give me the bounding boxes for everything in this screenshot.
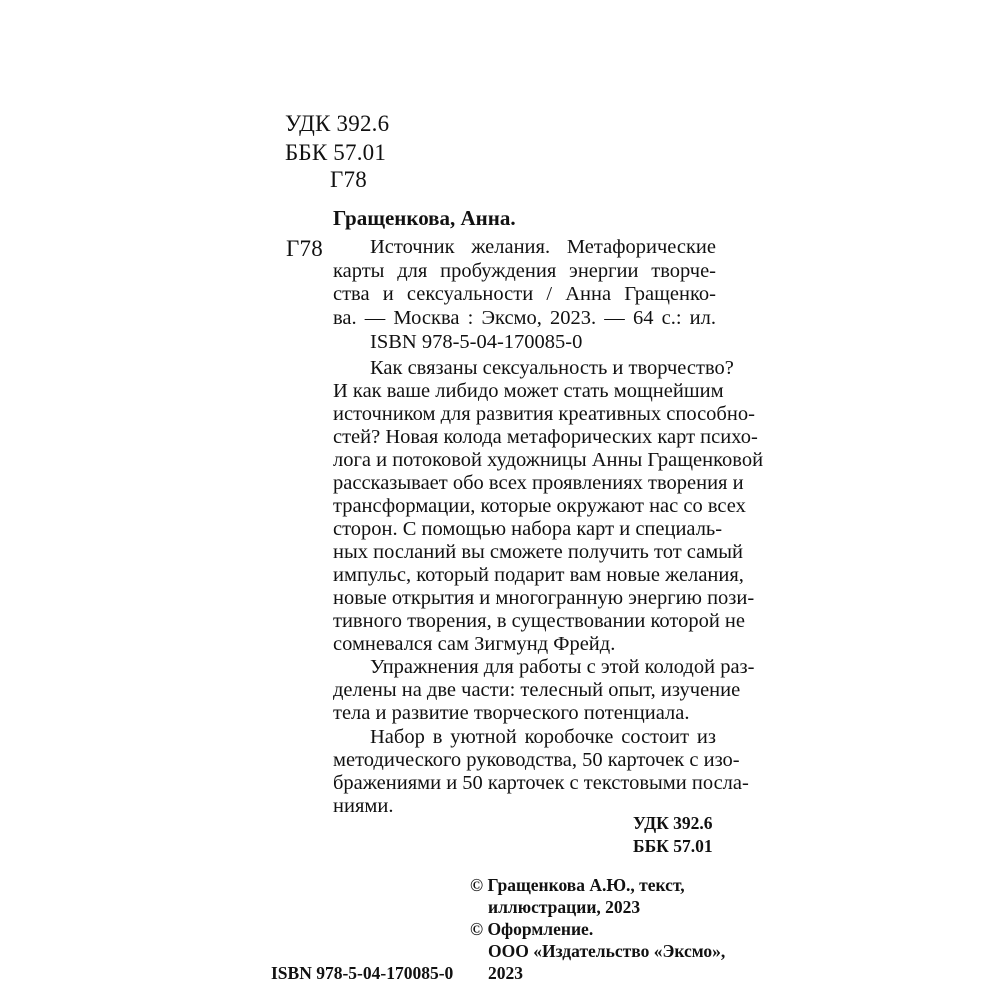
bbk-code: ББК 57.01 <box>285 140 387 165</box>
annotation-p1-line-1: Как связаны сексуальность и творчество? <box>370 357 734 379</box>
description-line-1: Источник желания. Метафорические <box>370 236 716 258</box>
copyright-line-3: © Оформление. <box>470 919 594 939</box>
annotation-p1-line-10: импульс, который подарит вам новые желания, <box>333 564 744 586</box>
udk-code: УДК 392.6 <box>285 111 390 136</box>
annotation-p1-line-13: сомневался сам Зигмунд Фрейд. <box>333 633 616 655</box>
author-sign-side: Г78 <box>286 236 323 261</box>
annotation-p2-line-3: тела и развитие творческого потенциала. <box>333 702 690 724</box>
bottom-bbk-code: ББК 57.01 <box>633 836 713 856</box>
copyright-line-1: © Гращенкова А.Ю., текст, <box>470 875 685 895</box>
annotation-p3-line-1: Набор в уютной коробочке состоит из <box>370 726 716 748</box>
copyright-line-2: иллюстрации, 2023 <box>488 897 641 917</box>
annotation-p1-line-8: сторон. С помощью набора карт и специаль- <box>333 518 723 540</box>
annotation-p3-line-2: методического руководства, 50 карточек с изо- <box>333 749 740 771</box>
description-line-2: карты для пробуждения энергии творче- <box>333 260 716 282</box>
author-sign-top: Г78 <box>330 167 367 192</box>
bottom-isbn: ISBN 978-5-04-170085-0 <box>271 963 454 983</box>
annotation-p1-line-2: И как ваше либидо может стать мощнейшим <box>333 380 724 402</box>
description-line-3: ства и сексуальности / Анна Гращенко- <box>333 283 716 305</box>
isbn-entry: ISBN 978-5-04-170085-0 <box>370 331 583 353</box>
annotation-p2-line-1: Упражнения для работы с этой колодой раз- <box>370 656 755 678</box>
annotation-p3-line-3: бражениями и 50 карточек с текстовыми посла- <box>333 772 749 794</box>
bottom-udk-code: УДК 392.6 <box>633 813 713 833</box>
annotation-p3-line-4: ниями. <box>333 795 394 817</box>
author-heading: Гращенкова, Анна. <box>333 206 516 230</box>
annotation-p1-line-3: источником для развития креативных способно- <box>333 403 755 425</box>
annotation-p1-line-12: тивного творения, в существовании которой не <box>333 610 745 632</box>
description-line-4: ва. — Москва : Эксмо, 2023. — 64 с.: ил. <box>333 307 716 329</box>
copyright-line-4: ООО «Издательство «Эксмо», <box>488 941 726 961</box>
annotation-p1-line-4: стей? Новая колода метафорических карт психо- <box>333 426 758 448</box>
annotation-p1-line-5: лога и потоковой художницы Анны Гращенковой <box>333 449 764 471</box>
annotation-p1-line-7: трансформации, которые окружают нас со всех <box>333 495 746 517</box>
annotation-p1-line-9: ных посланий вы сможете получить тот самый <box>333 541 743 563</box>
copyright-line-5: 2023 <box>488 963 523 983</box>
annotation-p2-line-2: делены на две части: телесный опыт, изучение <box>333 679 741 701</box>
annotation-p1-line-6: рассказывает обо всех проявлениях творения и <box>333 472 744 494</box>
annotation-p1-line-11: новые открытия и многогранную энергию пози- <box>333 587 755 609</box>
